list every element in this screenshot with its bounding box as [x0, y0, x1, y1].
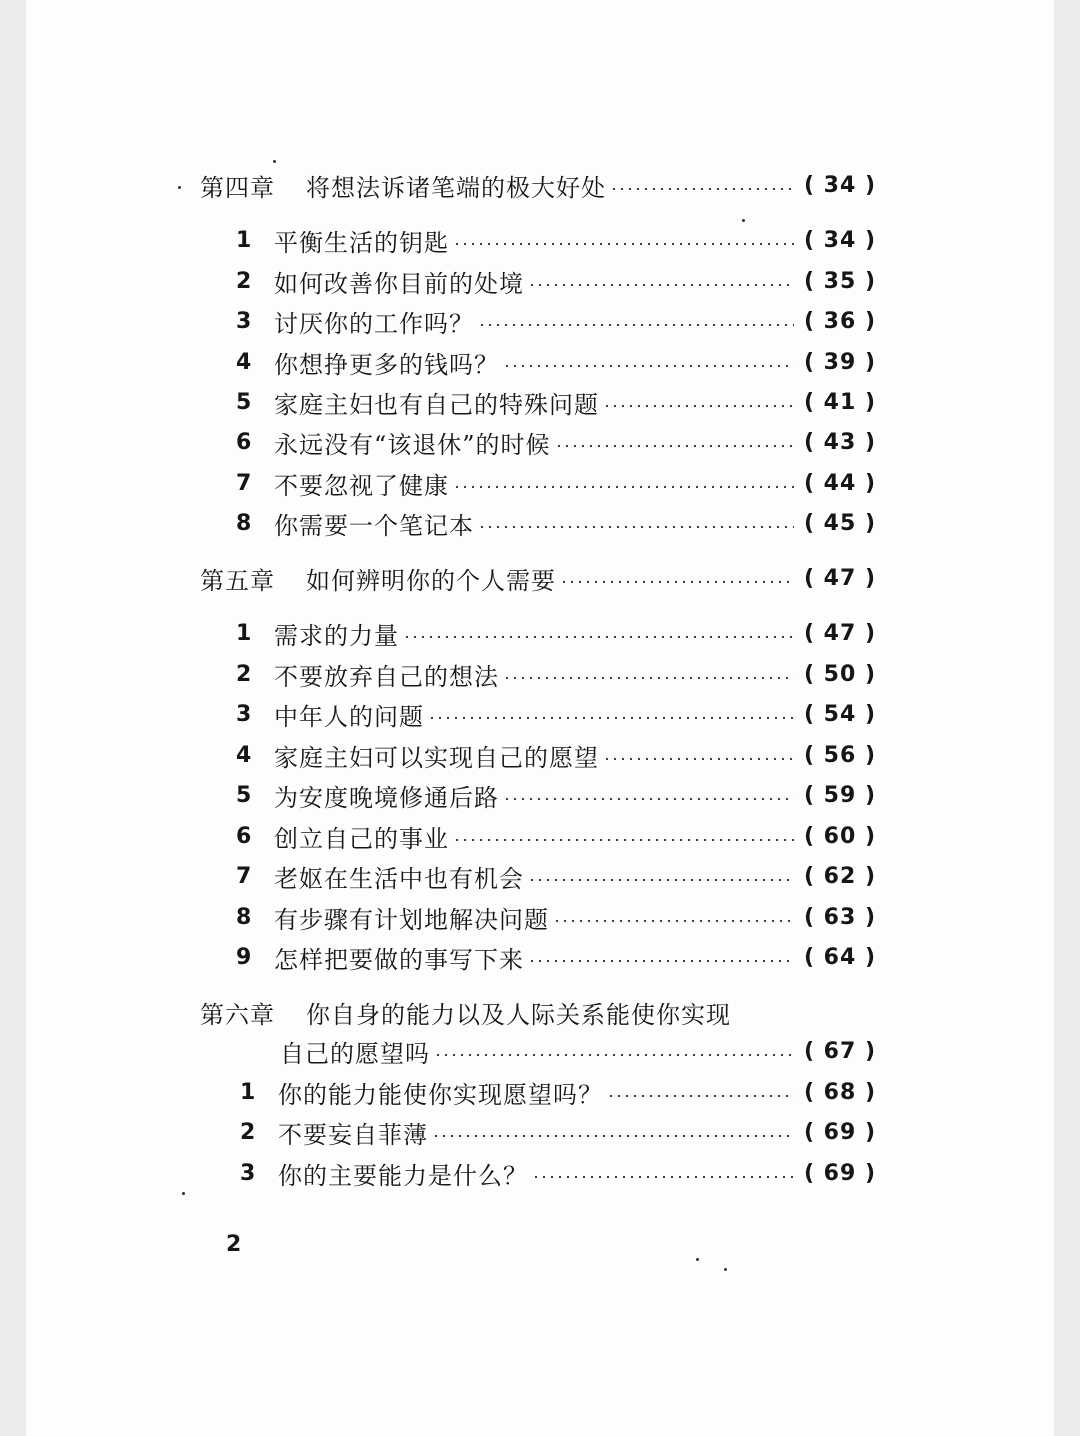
chapter-6-label: 第六章 [200, 1000, 275, 1029]
toc-entry-5-7 [236, 857, 876, 895]
entry-title: 怎样把要做的事写下来 [274, 945, 524, 974]
entry-title: 讨厌你的工作吗？ [274, 309, 474, 338]
entry-page: ( 60 ) [803, 823, 876, 849]
chapter-5-page: ( 47 ) [803, 565, 876, 591]
entry-page: ( 64 ) [803, 944, 876, 970]
entry-page: ( 44 ) [803, 470, 876, 496]
toc-entry-4-4 [236, 343, 876, 381]
toc-entry-4-3 [236, 302, 876, 340]
toc-entry-4-2 [236, 262, 876, 300]
print-speck [178, 186, 181, 189]
entry-title: 你的主要能力是什么？ [278, 1161, 528, 1190]
chapter-5-heading [200, 559, 876, 597]
entry-page: ( 54 ) [803, 701, 876, 727]
dot-leader [528, 879, 794, 881]
entry-number: 7 [236, 470, 252, 496]
entry-page: ( 56 ) [803, 742, 876, 768]
dot-leader [432, 1135, 794, 1137]
dot-leader [453, 243, 794, 245]
entry-title: 中年人的问题 [274, 702, 424, 731]
entry-title: 老妪在生活中也有机会 [274, 864, 524, 893]
book-page [26, 0, 1054, 1436]
entry-title: 平衡生活的钥匙 [274, 228, 449, 257]
dot-leader [478, 526, 794, 528]
entry-title: 为安度晚境修通后路 [274, 783, 499, 812]
toc-entry-5-4 [236, 736, 876, 774]
dot-leader [478, 324, 794, 326]
chapter-5-label: 第五章 [200, 566, 275, 595]
entry-title: 需求的力量 [274, 621, 399, 650]
dot-leader [403, 636, 794, 638]
entry-number: 9 [236, 944, 252, 970]
entry-number: 1 [236, 620, 252, 646]
chapter-4-heading [200, 166, 876, 204]
entry-number: 2 [236, 661, 252, 687]
print-speck [696, 1258, 699, 1261]
entry-page: ( 35 ) [803, 268, 876, 294]
dot-leader [603, 758, 794, 760]
entry-page: ( 43 ) [803, 429, 876, 455]
dot-leader [453, 839, 794, 841]
entry-number: 2 [236, 268, 252, 294]
dot-leader [503, 798, 794, 800]
entry-title: 永远没有“该退休”的时候 [274, 430, 551, 459]
entry-title: 家庭主妇也有自己的特殊问题 [274, 390, 599, 419]
entry-number: 7 [236, 863, 252, 889]
entry-number: 6 [236, 823, 252, 849]
entry-page: ( 62 ) [803, 863, 876, 889]
entry-page: ( 47 ) [803, 620, 876, 646]
dot-leader [555, 445, 794, 447]
entry-number: 4 [236, 742, 252, 768]
entry-page: ( 59 ) [803, 782, 876, 808]
dot-leader [607, 1095, 794, 1097]
dot-leader [434, 1054, 794, 1056]
dot-leader [503, 365, 794, 367]
entry-page: ( 41 ) [803, 389, 876, 415]
dot-leader [528, 960, 794, 962]
entry-number: 4 [236, 349, 252, 375]
chapter-6-title-continued: 自己的愿望吗 [280, 1039, 430, 1068]
entry-title: 家庭主妇可以实现自己的愿望 [274, 743, 599, 772]
entry-page: ( 45 ) [803, 510, 876, 536]
print-speck [742, 219, 745, 222]
toc-entry-4-5 [236, 383, 876, 421]
toc-entry-4-8 [236, 504, 876, 542]
chapter-6-heading-continued [280, 1032, 876, 1070]
entry-number: 3 [236, 701, 252, 727]
dot-leader [603, 405, 794, 407]
entry-page: ( 36 ) [803, 308, 876, 334]
chapter-6-heading [200, 993, 876, 1031]
entry-title: 你想挣更多的钱吗？ [274, 350, 499, 379]
chapter-6-page: ( 67 ) [803, 1038, 876, 1064]
print-speck [724, 1268, 727, 1271]
page-number: 2 [226, 1232, 242, 1257]
entry-title: 有步骤有计划地解决问题 [274, 905, 549, 934]
entry-number: 1 [236, 227, 252, 253]
entry-number: 6 [236, 429, 252, 455]
dot-leader [503, 677, 794, 679]
toc-entry-5-5 [236, 776, 876, 814]
toc-entry-5-3 [236, 695, 876, 733]
entry-title: 你的能力能使你实现愿望吗？ [278, 1080, 603, 1109]
dot-leader [528, 284, 794, 286]
entry-number: 8 [236, 510, 252, 536]
entry-title: 如何改善你目前的处境 [274, 269, 524, 298]
entry-page: ( 34 ) [803, 227, 876, 253]
chapter-4-label: 第四章 [200, 173, 275, 202]
print-speck [273, 160, 276, 163]
toc-entry-5-6 [236, 817, 876, 855]
entry-page: ( 69 ) [803, 1119, 876, 1145]
entry-number: 3 [236, 308, 252, 334]
chapter-6-title: 你自身的能力以及人际关系能使你实现 [306, 1000, 731, 1029]
toc-entry-4-1 [236, 221, 876, 259]
dot-leader [453, 486, 794, 488]
chapter-4-title: 将想法诉诸笔端的极大好处 [306, 173, 606, 202]
toc-entry-5-8 [236, 898, 876, 936]
toc-entry-6-2 [240, 1113, 876, 1151]
dot-leader [553, 920, 794, 922]
chapter-4-page: ( 34 ) [803, 172, 876, 198]
toc-entry-6-1 [240, 1073, 876, 1111]
entry-page: ( 63 ) [803, 904, 876, 930]
entry-number: 5 [236, 389, 252, 415]
dot-leader [610, 188, 794, 190]
entry-page: ( 50 ) [803, 661, 876, 687]
chapter-5-title: 如何辨明你的个人需要 [306, 566, 556, 595]
dot-leader [428, 717, 794, 719]
entry-number: 8 [236, 904, 252, 930]
dot-leader [532, 1176, 794, 1178]
entry-title: 你需要一个笔记本 [274, 511, 474, 540]
entry-title: 创立自己的事业 [274, 824, 449, 853]
entry-title: 不要妄自菲薄 [278, 1120, 428, 1149]
toc-entry-6-3 [240, 1154, 876, 1192]
print-speck [182, 1192, 185, 1195]
entry-number: 1 [240, 1079, 256, 1105]
toc-entry-5-9 [236, 938, 876, 976]
entry-number: 5 [236, 782, 252, 808]
toc-entry-4-6 [236, 423, 876, 461]
entry-page: ( 68 ) [803, 1079, 876, 1105]
entry-title: 不要放弃自己的想法 [274, 662, 499, 691]
entry-title: 不要忽视了健康 [274, 471, 449, 500]
entry-number: 3 [240, 1160, 256, 1186]
toc-entry-4-7 [236, 464, 876, 502]
toc-entry-5-2 [236, 655, 876, 693]
dot-leader [560, 581, 794, 583]
toc-entry-5-1 [236, 614, 876, 652]
entry-number: 2 [240, 1119, 256, 1145]
table-of-contents [26, 0, 1054, 1436]
entry-page: ( 69 ) [803, 1160, 876, 1186]
entry-page: ( 39 ) [803, 349, 876, 375]
